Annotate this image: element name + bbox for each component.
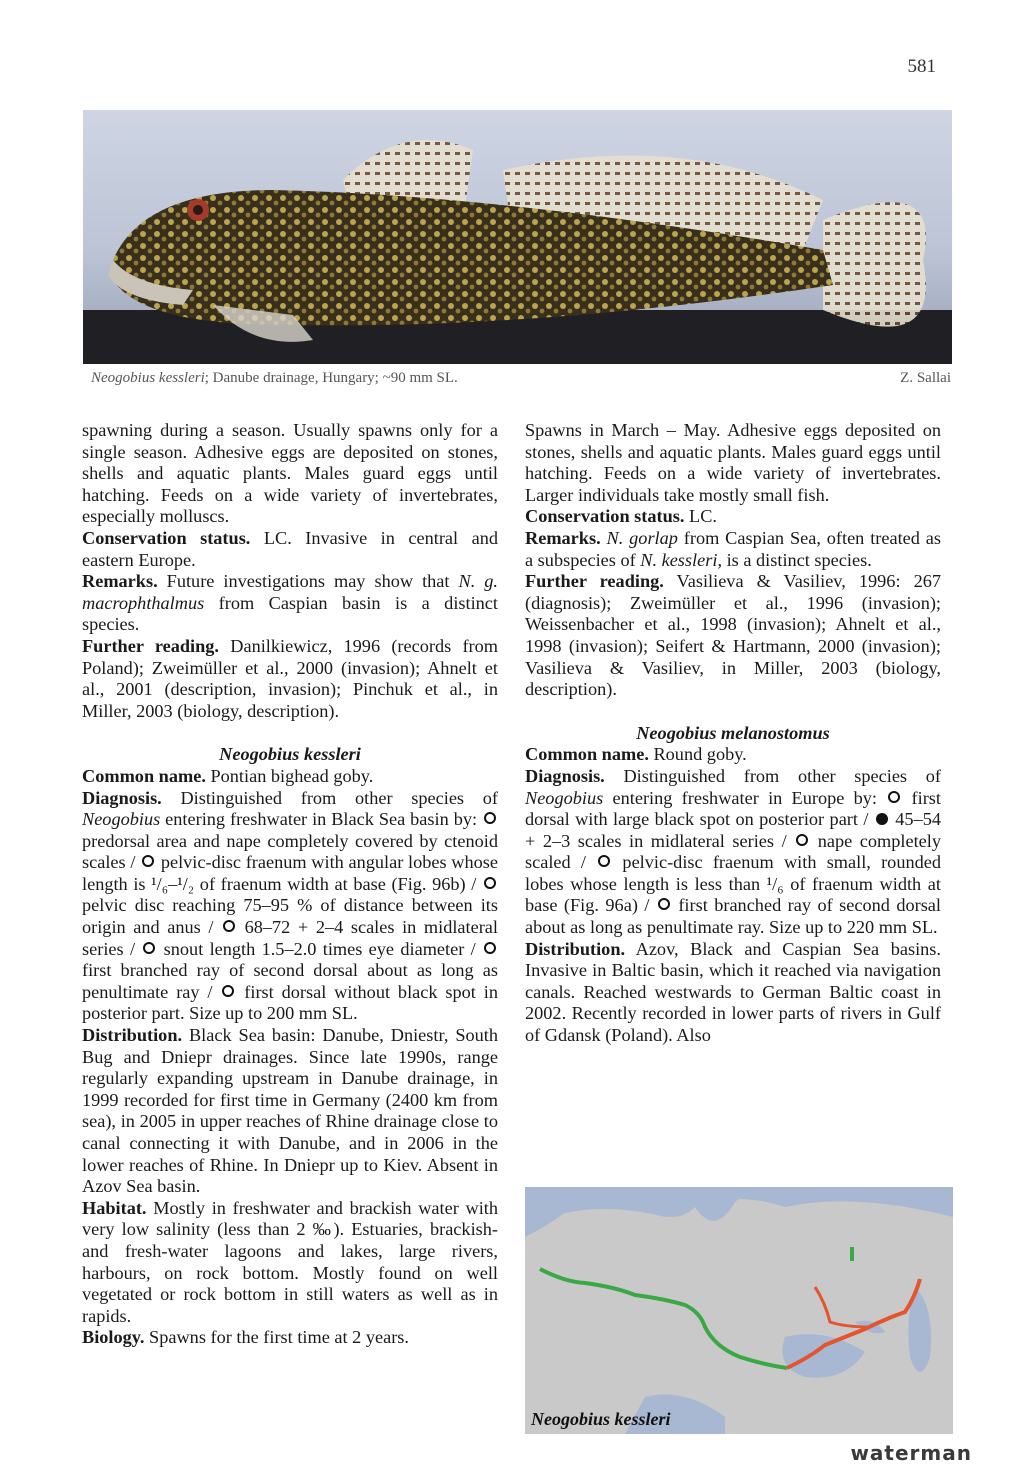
section-text: 45–54 + 2–3 scales in midlateral series / — [525, 809, 941, 851]
open-circle-icon — [888, 791, 900, 803]
section-text: Pontian bighead goby. — [205, 765, 374, 786]
paragraph — [525, 766, 941, 939]
map-label: Neogobius kessleri — [531, 1409, 671, 1429]
publisher-watermark: waterman — [850, 1441, 972, 1465]
section-text: pelvic-disc fraenum with small, rounded lobes whose length is less than ¹/₆ of fraenum width at base (Fig. 96a) / — [525, 852, 941, 916]
section-text: snout length 1.5–2.0 times eye diameter / — [157, 938, 483, 959]
page-number: 581 — [907, 56, 936, 77]
taxon-name: N. kessleri — [640, 549, 718, 570]
section-text: first branched ray of second dorsal about as long as penultimate ray. Size up to 220 mm SL. — [525, 895, 941, 938]
section-label: Habitat. — [82, 1197, 147, 1218]
open-circle-icon — [143, 942, 155, 954]
paragraph — [82, 1025, 498, 1198]
section-text: LC. Invasive in central and eastern Europe. — [82, 527, 498, 570]
taxon-name: Neogobius — [82, 809, 161, 830]
section-text: first dorsal without black spot in posterior part. Size up to 200 mm SL. — [82, 981, 498, 1024]
section-text: pelvic-disc fraenum with angular lobes whose length is ¹/₆–¹/₂ of fraenum width at base (Fig. 96b) / — [82, 852, 499, 894]
right-column — [525, 420, 941, 1047]
section-label: Biology. — [82, 1327, 145, 1348]
section-label: Further reading. — [525, 571, 664, 592]
section-text: Future investigations may show that — [157, 571, 459, 592]
photo-caption — [91, 370, 951, 387]
section-label: Remarks. — [82, 571, 158, 592]
photo-credit: Z. Sallai — [900, 370, 951, 386]
section-text: Round goby. — [648, 744, 747, 765]
caption-text: ; Danube drainage, Hungary; ~90 mm SL. — [204, 370, 458, 386]
taxon-name: Neogobius — [525, 787, 604, 808]
paragraph — [82, 766, 498, 788]
section-text: from Caspian basin is a distinct species. — [82, 592, 498, 635]
section-label: Common name. — [525, 744, 649, 765]
open-circle-icon — [222, 985, 234, 997]
section-text: nape completely scaled / — [525, 830, 941, 873]
section-text: first branched ray of second dorsal about as long as penultimate ray / — [82, 960, 498, 1002]
section-text: pelvic disc reaching 75–95 % of distance between its origin and anus / — [82, 895, 498, 938]
open-circle-icon — [598, 855, 610, 867]
fish-photo — [83, 110, 952, 364]
paragraph — [82, 788, 498, 1026]
caption-species: Neogobius kessleri — [91, 370, 205, 386]
paragraph — [82, 1198, 498, 1328]
section-text: , is a distinct species. — [717, 549, 872, 570]
section-text: Black Sea basin: Danube, Dniestr, South Bug and Dniepr drainages. Since late 1990s, range regularly expanding upstream in Danube drainage, in 1999 recorded for first time in Germany (2400 km from sea), in 2005 in upper reaches of Rhine drainage close to canal connecting it with Danube, and in 2006 in the lower reaches of Rhine. In Dniepr up to Kiev. Absent in Azov Sea basin. — [82, 1025, 498, 1197]
species-heading: Neogobius kessleri — [219, 744, 361, 765]
section-text: Danilkiewicz, 1996 (records from Poland); Zweimüller et al., 2000 (invasion); Ahnelt et al., 2001 (description, invasion); Pinchuk et al., in Miller, 2003 (biology, description). — [82, 635, 498, 721]
section-text: LC. — [684, 506, 717, 527]
europe-map-illustration — [525, 1187, 953, 1434]
section-label: Common name. — [82, 765, 206, 786]
open-circle-icon — [484, 812, 496, 824]
filled-circle-icon — [876, 813, 888, 825]
paragraph — [525, 744, 941, 766]
section-label: Diagnosis. — [82, 787, 162, 808]
section-label: Distribution. — [82, 1025, 183, 1046]
paragraph — [82, 528, 498, 571]
distribution-map — [525, 1187, 953, 1434]
section-text: 68–72 + 2–4 scales in midlateral series / — [82, 917, 498, 959]
section-text: Distinguished from other species of — [161, 787, 498, 808]
section-text: Azov, Black and Caspian Sea basins. Invasive in Baltic basin, which it reached via navigation canals. Reached westwards to German Baltic coast in 2002. Recently recorded in lower parts of rivers in Gulf of Gdansk (Poland). Also — [525, 938, 941, 1046]
range-marker-introduced — [850, 1247, 854, 1261]
left-column — [82, 420, 498, 1349]
section-label: Further reading. — [82, 635, 220, 656]
section-text: Vasilieva & Vasiliev, 1996: 267 (diagnosis); Zweimüller et al., 1996 (invasion); Weissenbacher et al., 1998 (invasion); Ahnelt et al., 1998 (invasion); Seifert & Hartmann, 2000 (invasion); Vasilieva & Vasiliev, in Miller, 2003 (biology, description). — [525, 571, 941, 700]
section-label: Distribution. — [525, 938, 626, 959]
section-text: from Caspian Sea, often treated as a subspecies of — [525, 527, 942, 570]
section-text: entering freshwater in Europe by: — [603, 787, 887, 808]
open-circle-icon — [142, 855, 154, 867]
paragraph — [525, 528, 941, 571]
open-circle-icon — [796, 834, 808, 846]
open-circle-icon — [484, 877, 496, 889]
paragraph — [82, 636, 498, 722]
section-label: Remarks. — [525, 527, 601, 548]
section-text: first dorsal with large black spot on posterior part / — [525, 787, 941, 830]
paragraph — [82, 571, 498, 636]
taxon-name: N. gorlap — [606, 527, 678, 548]
section-text: Spawns for the first time at 2 years. — [144, 1327, 409, 1348]
paragraph: Spawns in March – May. Adhesive eggs deposited on stones, shells and aquatic plants. Males guard eggs until hatching. Feeds on a wide variety of invertebrates. Larger individuals take mostly small fish. — [525, 420, 941, 505]
section-label: Conservation status. — [525, 506, 685, 527]
paragraph — [525, 571, 941, 701]
paragraph — [525, 939, 941, 1047]
paragraph — [82, 1327, 498, 1349]
section-label: Diagnosis. — [525, 765, 605, 786]
section-label: Conservation status. — [82, 527, 251, 548]
paragraph — [525, 506, 941, 528]
open-circle-icon — [223, 920, 235, 932]
section-text: predorsal area and nape completely covered by ctenoid scales / — [82, 830, 498, 873]
section-text: Distinguished from other species of — [604, 765, 941, 786]
section-text: Mostly in freshwater and brackish water with very low salinity (less than 2 ‰). Estuaries, brackish- and fresh-water lagoons and lakes, large rivers, harbours, on rock bottom. Mostly found on well vegetated or rock bottom in still waters as well as in rapids. — [82, 1197, 498, 1326]
species-heading: Neogobius melanostomus — [636, 722, 830, 743]
section-text: entering freshwater in Black Sea basin by: — [160, 809, 482, 830]
open-circle-icon — [484, 942, 496, 954]
goby-illustration — [83, 110, 952, 364]
taxon-name: N. g. macrophthalmus — [82, 571, 498, 613]
paragraph: spawning during a season. Usually spawns only for a single season. Adhesive eggs are deposited on stones, shells and aquatic plants. Males guard eggs until hatching. Feeds on a wide variety of invertebrates, especially molluscs. — [82, 420, 498, 527]
open-circle-icon — [658, 898, 670, 910]
